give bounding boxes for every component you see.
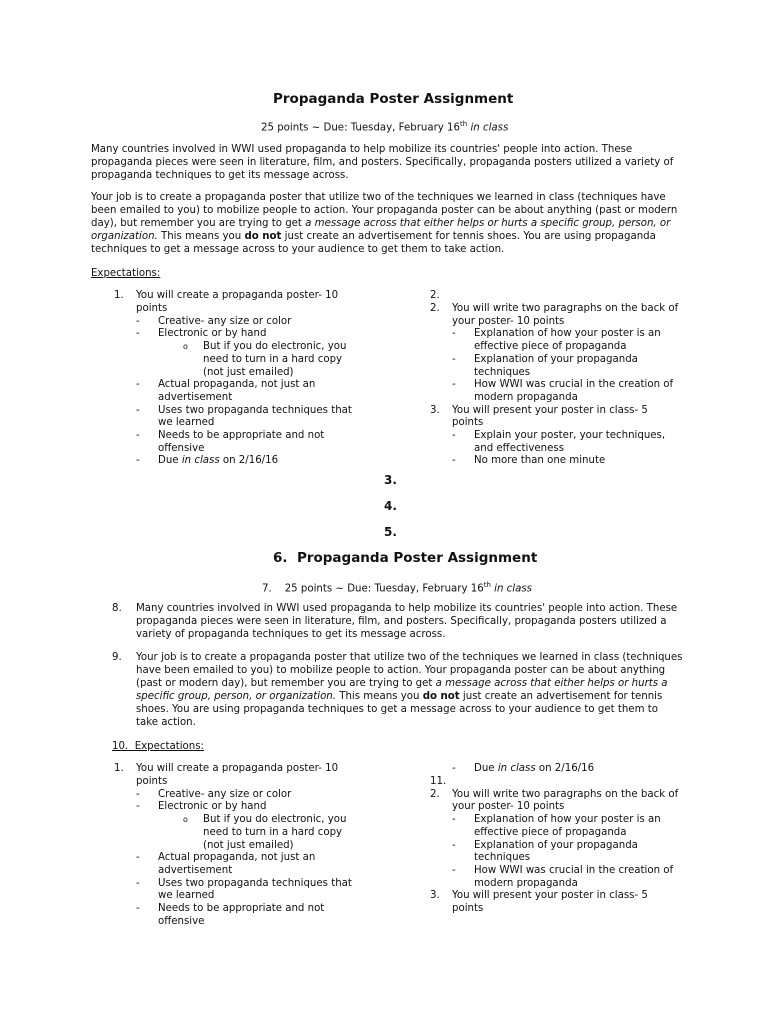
bullet-dash: - (452, 354, 456, 365)
item-2-blank-num: 2. (430, 290, 440, 301)
dup-subtitle-text: 25 points ~ Due: Tuesday, February 16 (284, 583, 484, 595)
job-4a: organization. (91, 231, 158, 242)
dup-num-6: 6. (273, 550, 288, 566)
dup-subtitle-sup: th (483, 581, 491, 589)
item-present-b: and effectiveness (474, 443, 565, 454)
dup-job-line-1: Your job is to create a propaganda poster that utilize two of the techniques we learned in class (techniques (136, 652, 683, 663)
dup-subtitle-in-class: in class (494, 583, 532, 595)
intro-line-2: propaganda pieces were seen in literature, film, and posters. Specifically, propaganda posters utilized a variety of (91, 157, 674, 168)
bullet-dash: - (136, 430, 140, 441)
dup-item-needs-b: offensive (158, 916, 205, 927)
dup-job-3a: (past or modern day), but remember you are trying to get (136, 678, 436, 689)
item-uses-b: we learned (158, 417, 215, 428)
dup-item-2-a: You will write two paragraphs on the back of (452, 789, 679, 800)
dup-num-11: 11. (430, 776, 447, 787)
bullet-dash: - (452, 328, 456, 339)
dup-job-4a: specific group, person, or organization. (136, 691, 336, 702)
dup-job-line-3 (136, 677, 682, 690)
job-3a: day), but remember you are trying to get (91, 218, 306, 229)
subtitle-text: 25 points ~ Due: Tuesday, February 16 (261, 122, 461, 134)
dup-num-8: 8. (112, 603, 122, 614)
dup-item-needs-a: Needs to be appropriate and not (158, 903, 325, 914)
dup-item-actual-b: advertisement (158, 865, 233, 876)
dup-item-3-b: points (452, 903, 484, 914)
dup-expectations-text: Expectations: (134, 741, 204, 752)
bullet-circle: o (183, 342, 188, 351)
dup-due-c: on 2/16/16 (535, 763, 595, 774)
item-3-num: 3. (430, 405, 440, 416)
dup-job-4c: do not (422, 691, 460, 702)
item-wwi-b: modern propaganda (474, 392, 578, 403)
item-wwi-a: How WWI was crucial in the creation of (474, 379, 674, 390)
bullet-dash: - (452, 455, 456, 466)
item-due (158, 454, 278, 467)
item-sub-a: But if you do electronic, you (203, 341, 347, 352)
item-1-line-b: points (136, 303, 168, 314)
job-4d: just create an advertisement for tennis shoes. You are using propaganda (281, 231, 656, 242)
dup-item-3-num: 3. (430, 890, 440, 901)
dup-intro-line-2: propaganda pieces were seen in literature, film, and posters. Specifically, propaganda posters utilized a (136, 616, 667, 627)
subtitle-in-class: in class (470, 122, 509, 134)
item-2-num: 2. (430, 303, 440, 314)
job-4c: do not (244, 231, 282, 242)
doc-subtitle (261, 118, 508, 134)
bullet-dash: - (136, 328, 140, 339)
item-2-line-a: You will write two paragraphs on the back of (452, 303, 679, 314)
dup-item-prop-a: Explanation of your propaganda (474, 840, 638, 851)
item-3-line-a: You will present your poster in class- 5 (452, 405, 648, 416)
dup-job-4b: This means you (336, 691, 423, 702)
dup-item-due (474, 762, 594, 775)
bullet-dash: - (136, 455, 140, 466)
dup-item-prop-b: techniques (474, 852, 531, 863)
subtitle-sup: th (460, 120, 468, 128)
dup-job-4d: just create an advertisement for tennis (459, 691, 663, 702)
dup-subtitle (262, 579, 532, 595)
item-needs-a: Needs to be appropriate and not (158, 430, 325, 441)
dup-expectations-heading (112, 740, 204, 753)
bullet-dash: - (136, 789, 140, 800)
due-b: in class (181, 455, 220, 466)
dup-item-sub-c: (not just emailed) (203, 840, 294, 851)
job-line-2: been emailed to you) to mobilize people to action. Your propaganda poster can be about anything (past or modern (91, 205, 678, 216)
job-paragraph (91, 191, 677, 256)
job-line-5: techniques to get a message across to your audience to get them to take action. (91, 244, 505, 255)
bullet-circle: o (183, 815, 188, 824)
item-actual-a: Actual propaganda, not just an (158, 379, 316, 390)
dup-job-line-2: have been emailed to you) to mobilize people to action. Your propaganda poster can be about anything (136, 665, 666, 676)
intro-paragraph (91, 143, 673, 182)
item-needs-b: offensive (158, 443, 205, 454)
item-sub-b: need to turn in a hard copy (203, 354, 343, 365)
dup-num-7: 7. (262, 583, 272, 595)
dup-item-1-a: You will create a propaganda poster- 10 (136, 763, 339, 774)
dup-item-uses-a: Uses two propaganda techniques that (158, 878, 352, 889)
dup-item-sub-b: need to turn in a hard copy (203, 827, 343, 838)
dup-item-3-a: You will present your poster in class- 5 (452, 890, 648, 901)
dup-title-text: Propaganda Poster Assignment (296, 550, 538, 566)
item-3-line-b: points (452, 417, 484, 428)
dup-item-sub-a: But if you do electronic, you (203, 814, 347, 825)
dup-item-creative: Creative- any size or color (158, 789, 292, 800)
dup-job-paragraph (136, 651, 682, 729)
item-1-line-a: You will create a propaganda poster- 10 (136, 290, 339, 301)
bullet-dash: - (136, 316, 140, 327)
bullet-dash: - (452, 840, 456, 851)
item-present-a: Explain your poster, your techniques, (474, 430, 666, 441)
dup-intro-line-3: variety of propaganda techniques to get its message across. (136, 629, 446, 640)
dup-item-uses-b: we learned (158, 890, 215, 901)
intro-line-1: Many countries involved in WWI used propaganda to help mobilize its countries' people into action. These (91, 144, 633, 155)
job-3b: a message across that either helps or hurts a specific group, person, or (305, 218, 671, 229)
item-minute: No more than one minute (474, 455, 606, 466)
bullet-dash: - (136, 801, 140, 812)
dup-item-1-b: points (136, 776, 168, 787)
job-4b: This means you (157, 231, 245, 242)
due-a: Due (158, 455, 182, 466)
job-line-4 (91, 230, 677, 243)
dup-num-5: 5. (384, 525, 397, 539)
dup-item-expl-a: Explanation of how your poster is an (474, 814, 661, 825)
dup-due-b: in class (497, 763, 536, 774)
dup-job-line-6: take action. (136, 717, 196, 728)
dup-num-9: 9. (112, 652, 122, 663)
dup-item-wwi-b: modern propaganda (474, 878, 578, 889)
dup-intro-paragraph (136, 602, 677, 641)
intro-line-3: propaganda techniques to get its message across. (91, 170, 349, 181)
dup-item-electronic: Electronic or by hand (158, 801, 267, 812)
bullet-dash: - (452, 814, 456, 825)
item-prop-a: Explanation of your propaganda (474, 354, 638, 365)
dup-title (273, 552, 537, 565)
item-expl-a: Explanation of how your poster is an (474, 328, 661, 339)
expectations-heading: Expectations: (91, 268, 161, 279)
dup-item-1-num: 1. (114, 763, 124, 774)
item-2-line-b: your poster- 10 points (452, 316, 565, 327)
item-sub-c: (not just emailed) (203, 367, 294, 378)
dup-num-4: 4. (384, 499, 397, 513)
bullet-dash: - (136, 405, 140, 416)
bullet-dash: - (452, 763, 456, 774)
job-line-3 (91, 217, 677, 230)
dup-item-expl-b: effective piece of propaganda (474, 827, 627, 838)
bullet-dash: - (452, 379, 456, 390)
bullet-dash: - (136, 852, 140, 863)
dup-num-10: 10. (112, 741, 129, 752)
dup-job-3b: a message across that either helps or hurts a (435, 678, 668, 689)
bullet-dash: - (136, 379, 140, 390)
dup-job-line-5: shoes. You are using propaganda techniques to get a message across to your audience to get them to (136, 704, 658, 715)
dup-item-2-b: your poster- 10 points (452, 801, 565, 812)
dup-item-wwi-a: How WWI was crucial in the creation of (474, 865, 674, 876)
item-creative: Creative- any size or color (158, 316, 292, 327)
bullet-dash: - (452, 865, 456, 876)
job-line-1: Your job is to create a propaganda poster that utilize two of the techniques we learned in class (techniques have (91, 192, 666, 203)
bullet-dash: - (136, 903, 140, 914)
dup-job-line-4 (136, 690, 682, 703)
due-c: on 2/16/16 (219, 455, 279, 466)
dup-num-3: 3. (384, 473, 397, 487)
bullet-dash: - (452, 430, 456, 441)
dup-item-2-num: 2. (430, 789, 440, 800)
bullet-dash: - (136, 878, 140, 889)
dup-item-actual-a: Actual propaganda, not just an (158, 852, 316, 863)
item-uses-a: Uses two propaganda techniques that (158, 405, 352, 416)
item-actual-b: advertisement (158, 392, 233, 403)
dup-due-a: Due (474, 763, 498, 774)
item-prop-b: techniques (474, 367, 531, 378)
item-electronic: Electronic or by hand (158, 328, 267, 339)
dup-intro-line-1: Many countries involved in WWI used propaganda to help mobilize its countries' people into action. These (136, 603, 678, 614)
doc-title: Propaganda Poster Assignment (273, 91, 514, 107)
item-1-num: 1. (114, 290, 124, 301)
item-expl-b: effective piece of propaganda (474, 341, 627, 352)
